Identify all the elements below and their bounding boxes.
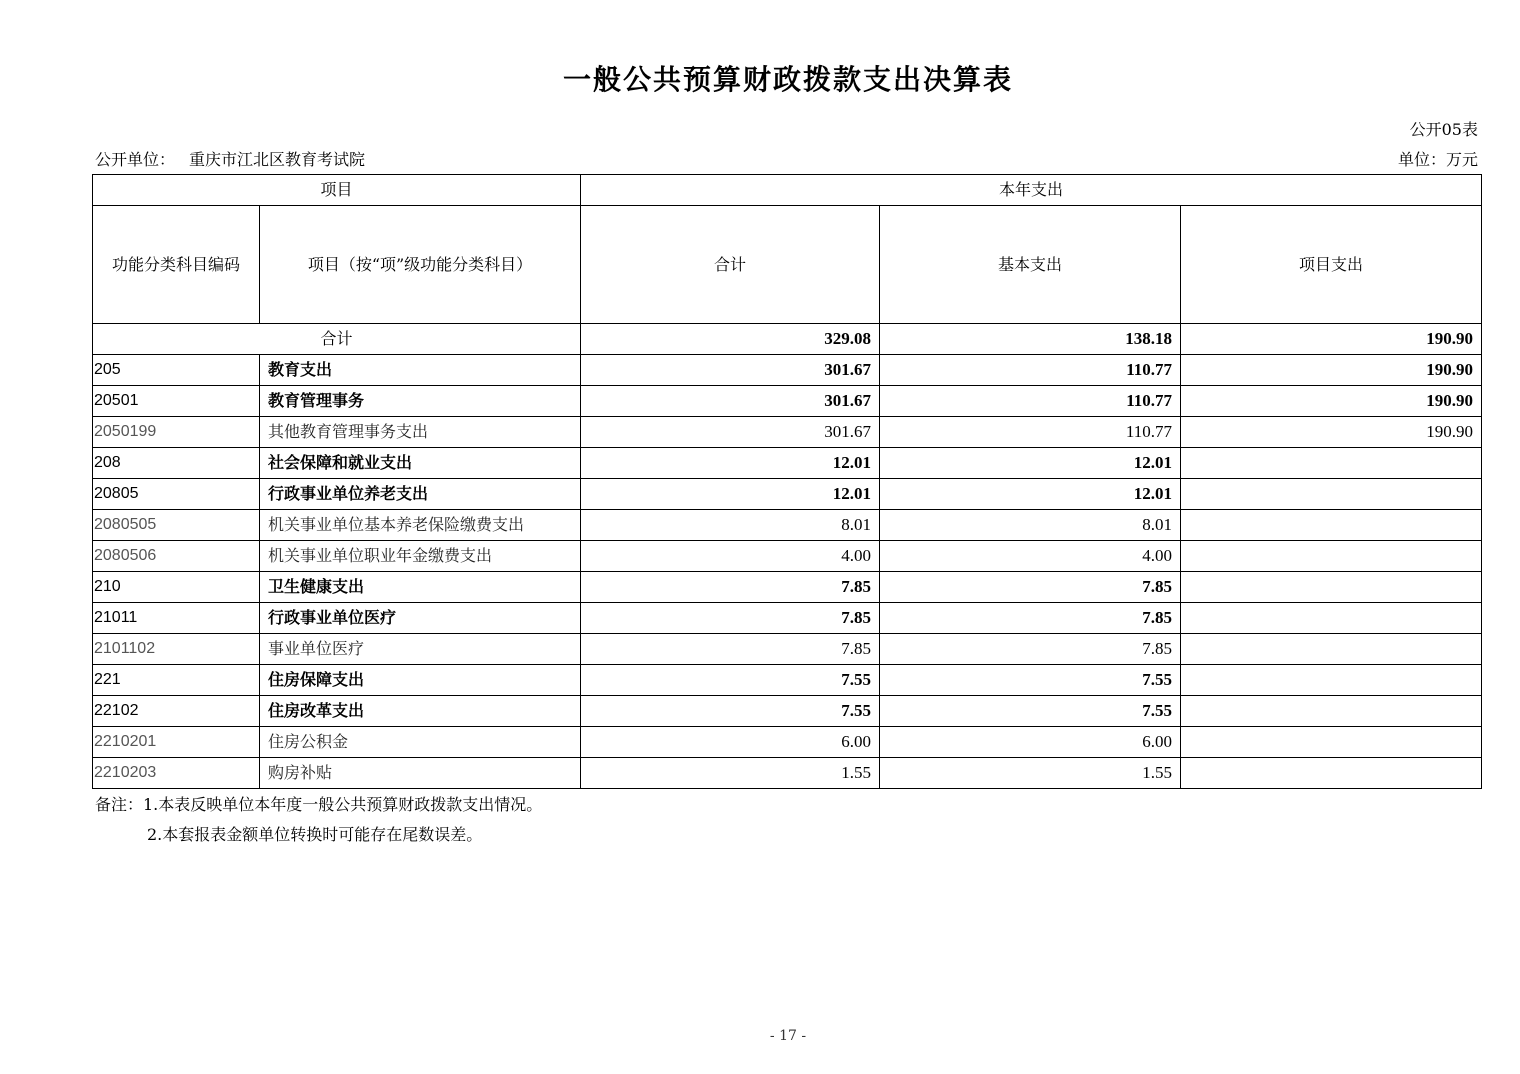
table-header-row-2 (93, 206, 1482, 324)
row-code: 2210201 (93, 727, 260, 758)
row-basic: 12.01 (880, 448, 1181, 479)
table-row (93, 603, 1482, 634)
row-basic: 7.55 (880, 665, 1181, 696)
row-project: 190.90 (1181, 417, 1482, 448)
expenditure-table (92, 174, 1482, 789)
row-name: 卫生健康支出 (260, 572, 581, 603)
row-total: 7.85 (581, 572, 880, 603)
row-project (1181, 572, 1482, 603)
row-total: 301.67 (581, 417, 880, 448)
total-label: 合计 (93, 324, 581, 355)
table-row (93, 758, 1482, 789)
row-code: 20805 (93, 479, 260, 510)
row-basic: 110.77 (880, 417, 1181, 448)
note-1: 备注：1.本表反映单位本年度一般公共预算财政拨款支出情况。 (95, 795, 543, 814)
header-project-expense: 项目支出 (1181, 206, 1482, 324)
form-number: 公开05表 (1409, 120, 1478, 139)
total-amount: 329.08 (581, 324, 880, 355)
row-project (1181, 541, 1482, 572)
row-name: 社会保障和就业支出 (260, 448, 581, 479)
row-code: 20501 (93, 386, 260, 417)
row-project (1181, 510, 1482, 541)
header-code: 功能分类科目编码 (93, 206, 260, 324)
currency-unit: 单位：万元 (1397, 150, 1478, 169)
row-code: 21011 (93, 603, 260, 634)
row-code: 2101102 (93, 634, 260, 665)
row-total: 1.55 (581, 758, 880, 789)
row-project: 190.90 (1181, 386, 1482, 417)
row-name: 行政事业单位医疗 (260, 603, 581, 634)
page-number: - 17 - (769, 1028, 807, 1044)
row-code: 205 (93, 355, 260, 386)
table-row (93, 572, 1482, 603)
row-basic: 4.00 (880, 541, 1181, 572)
row-basic: 12.01 (880, 479, 1181, 510)
row-total: 7.85 (581, 634, 880, 665)
table-row (93, 696, 1482, 727)
row-name: 事业单位医疗 (260, 634, 581, 665)
row-name: 教育支出 (260, 355, 581, 386)
row-project (1181, 758, 1482, 789)
row-total: 7.55 (581, 696, 880, 727)
row-total: 12.01 (581, 448, 880, 479)
row-project: 190.90 (1181, 355, 1482, 386)
table-row (93, 634, 1482, 665)
row-name: 教育管理事务 (260, 386, 581, 417)
row-basic: 110.77 (880, 355, 1181, 386)
reporting-unit-label: 公开单位： (95, 150, 176, 169)
row-total: 4.00 (581, 541, 880, 572)
row-code: 2210203 (93, 758, 260, 789)
row-basic: 7.85 (880, 572, 1181, 603)
row-name: 住房改革支出 (260, 696, 581, 727)
table-row (93, 417, 1482, 448)
table-row (93, 541, 1482, 572)
header-total: 合计 (581, 206, 880, 324)
row-code: 22102 (93, 696, 260, 727)
row-total: 6.00 (581, 727, 880, 758)
row-name: 行政事业单位养老支出 (260, 479, 581, 510)
table-row (93, 479, 1482, 510)
total-project: 190.90 (1181, 324, 1482, 355)
document-title: 一般公共预算财政拨款支出决算表 (562, 63, 1013, 96)
row-basic: 110.77 (880, 386, 1181, 417)
row-total: 12.01 (581, 479, 880, 510)
row-code: 2050199 (93, 417, 260, 448)
row-project (1181, 479, 1482, 510)
row-basic: 7.55 (880, 696, 1181, 727)
row-name: 住房公积金 (260, 727, 581, 758)
table-total-row (93, 324, 1482, 355)
row-project (1181, 448, 1482, 479)
row-total: 7.85 (581, 603, 880, 634)
table-row (93, 665, 1482, 696)
row-name: 机关事业单位职业年金缴费支出 (260, 541, 581, 572)
row-project (1181, 727, 1482, 758)
row-total: 301.67 (581, 355, 880, 386)
row-name: 其他教育管理事务支出 (260, 417, 581, 448)
header-item-name: 项目（按“项”级功能分类科目） (260, 206, 581, 324)
reporting-unit-name: 重庆市江北区教育考试院 (189, 150, 366, 169)
row-code: 2080506 (93, 541, 260, 572)
table-row (93, 448, 1482, 479)
row-code: 2080505 (93, 510, 260, 541)
note-2: 2.本套报表金额单位转换时可能存在尾数误差。 (147, 825, 483, 844)
notes (95, 790, 542, 850)
row-name: 住房保障支出 (260, 665, 581, 696)
header-project: 项目 (93, 175, 581, 206)
row-name: 机关事业单位基本养老保险缴费支出 (260, 510, 581, 541)
row-project (1181, 634, 1482, 665)
row-name: 购房补贴 (260, 758, 581, 789)
row-basic: 8.01 (880, 510, 1181, 541)
row-total: 301.67 (581, 386, 880, 417)
table-header-row-1 (93, 175, 1482, 206)
total-basic: 138.18 (880, 324, 1181, 355)
row-basic: 6.00 (880, 727, 1181, 758)
row-basic: 7.85 (880, 603, 1181, 634)
row-code: 221 (93, 665, 260, 696)
header-year-expense: 本年支出 (581, 175, 1482, 206)
row-project (1181, 665, 1482, 696)
table-row (93, 355, 1482, 386)
row-code: 210 (93, 572, 260, 603)
row-code: 208 (93, 448, 260, 479)
table-row (93, 727, 1482, 758)
row-basic: 7.85 (880, 634, 1181, 665)
row-basic: 1.55 (880, 758, 1181, 789)
row-total: 7.55 (581, 665, 880, 696)
reporting-unit (95, 147, 365, 170)
table-row (93, 510, 1482, 541)
row-project (1181, 696, 1482, 727)
table-row (93, 386, 1482, 417)
header-basic: 基本支出 (880, 206, 1181, 324)
row-project (1181, 603, 1482, 634)
row-total: 8.01 (581, 510, 880, 541)
